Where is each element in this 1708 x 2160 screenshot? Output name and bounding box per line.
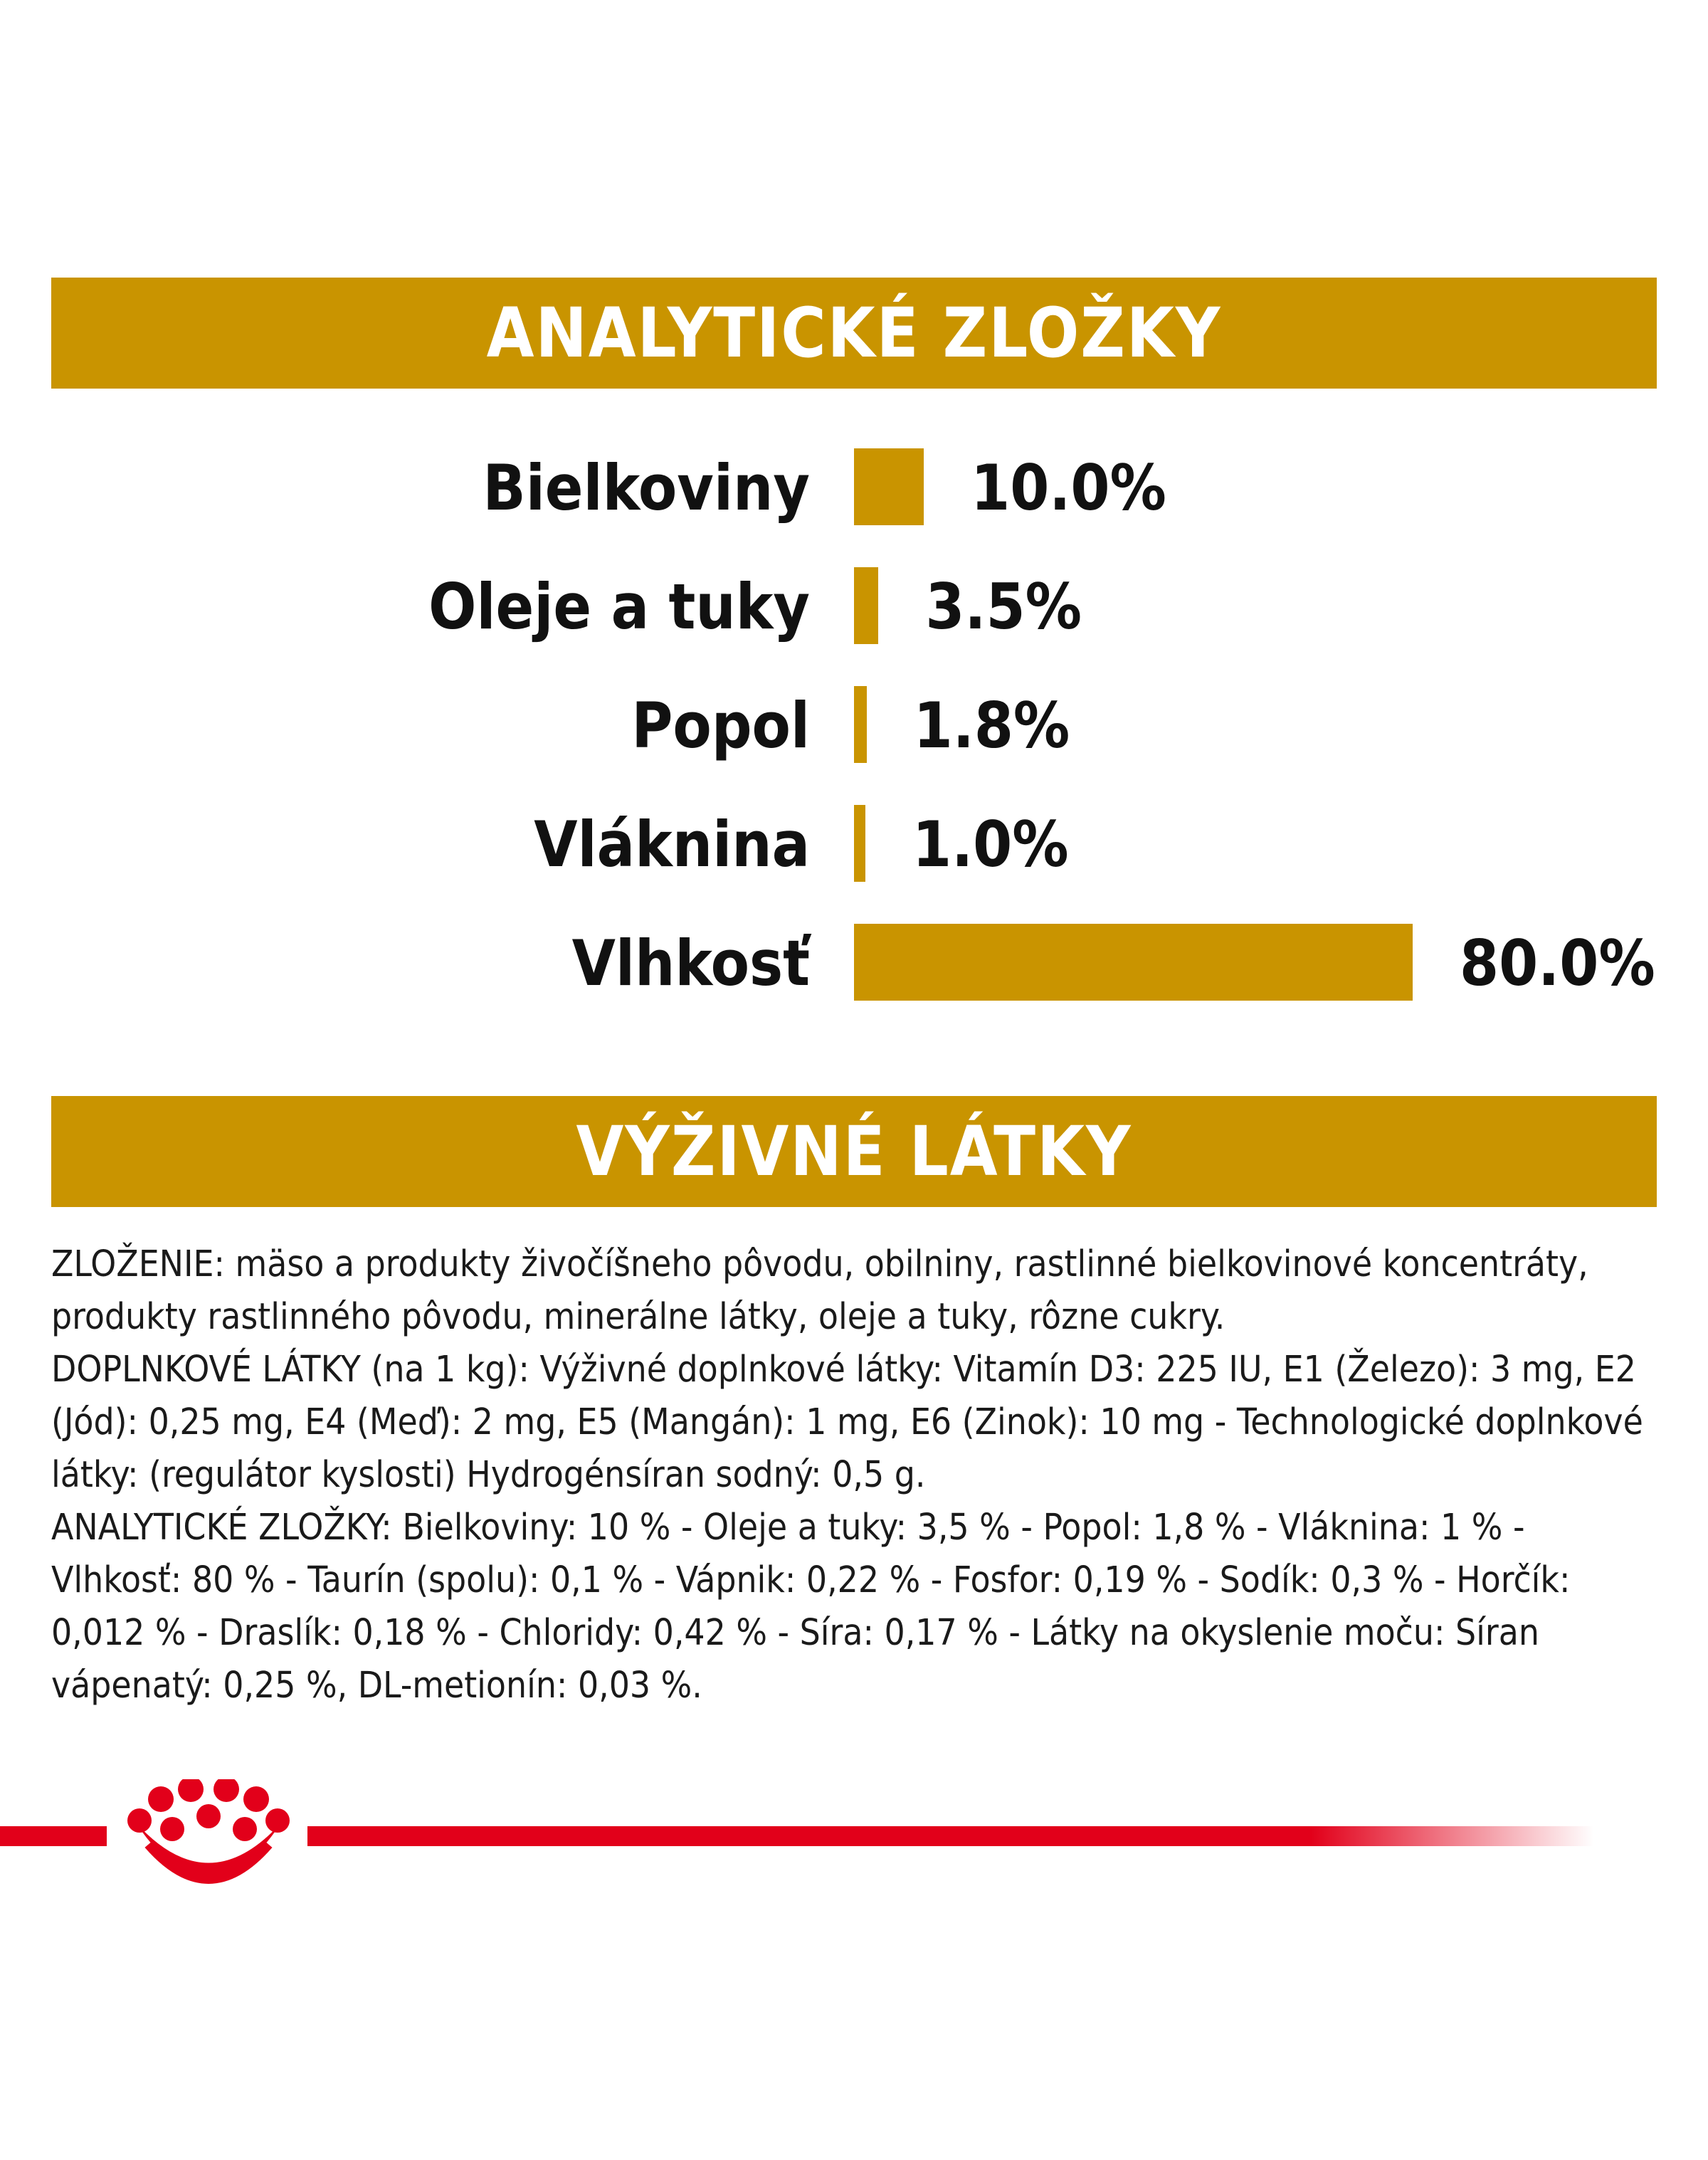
bar-value-label: 1.0% [912,808,1069,881]
crown-dot [160,1817,184,1841]
footer-line-left [0,1826,107,1846]
nutrients-section-header [51,1096,1657,1207]
analytic-constituents-paragraph: ANALYTICKÉ ZLOŽKY: Bielkoviny: 10 % - Oleje a tuky: 3,5 % - Popol: 1,8 % - Vláknina: 1 % - Vlhkosť: 80 % - Taurín (spolu): 0,1 % - Vápnik: 0,22 % - Fosfor: 0,19 % - Sodík: 0,3 % - Horčík: 0,012 % - Draslík: 0,18 % - Chloridy: 0,42 % - Síra: 0,17 % - Látky na okyslenie moču: Síran vápenatý: 0,25 %, DL-metionín: 0,03 %. [51,1507,1571,1707]
bar [854,924,1413,1001]
additives-paragraph: DOPLNKOVÉ LÁTKY (na 1 kg): Výživné doplnkové látky: Vitamín D3: 225 IU, E1 (Železo): 3 mg, E2 (Jód): 0,25 mg, E4 (Meď): 2 mg, E5 (Mangán): 1 mg, E6 (Zinok): 10 mg - Technologické doplnkové látky: (regulátor kyslosti) Hydrogénsíran sodný: 0,5 g. [51,1349,1643,1496]
analytic-section-title: ANALYTICKÉ ZLOŽKY [486,293,1222,373]
analytic-section-header [51,278,1657,389]
bar-label: Bielkoviny [483,451,810,525]
crown-dot [214,1779,239,1802]
crown-dot [196,1804,221,1828]
royal-crown-icon [120,1779,297,1893]
bar-value-label: 3.5% [925,570,1082,643]
bar-value-label: 1.8% [913,689,1070,762]
bar-label: Oleje a tuky [428,570,810,643]
crown-dot [265,1808,290,1833]
crown-dot [178,1779,204,1802]
footer-line-right [307,1826,1594,1846]
nutrients-section-title: VÝŽIVNÉ LÁTKY [576,1112,1132,1191]
bar-label: Popol [631,689,810,762]
bar-label: Vlhkosť [571,927,810,1000]
bar-value-label: 10.0% [971,451,1166,525]
crown-dot [243,1786,269,1812]
bar [854,805,865,882]
bar-value-label: 80.0% [1460,927,1655,1000]
bar [854,567,878,644]
bar-label: Vláknina [534,808,810,881]
crown-dot [233,1817,257,1841]
bar [854,686,867,763]
composition-paragraph: ZLOŽENIE: mäso a produkty živočíšneho pôvodu, obilniny, rastlinné bielkovinové koncentráty, produkty rastlinného pôvodu, minerálne látky, oleje a tuky, rôzne cukry. [51,1243,1588,1338]
crown-dot [148,1786,174,1812]
bar [854,448,924,525]
composition-text [51,1238,1657,1712]
crown-dot [127,1808,152,1833]
